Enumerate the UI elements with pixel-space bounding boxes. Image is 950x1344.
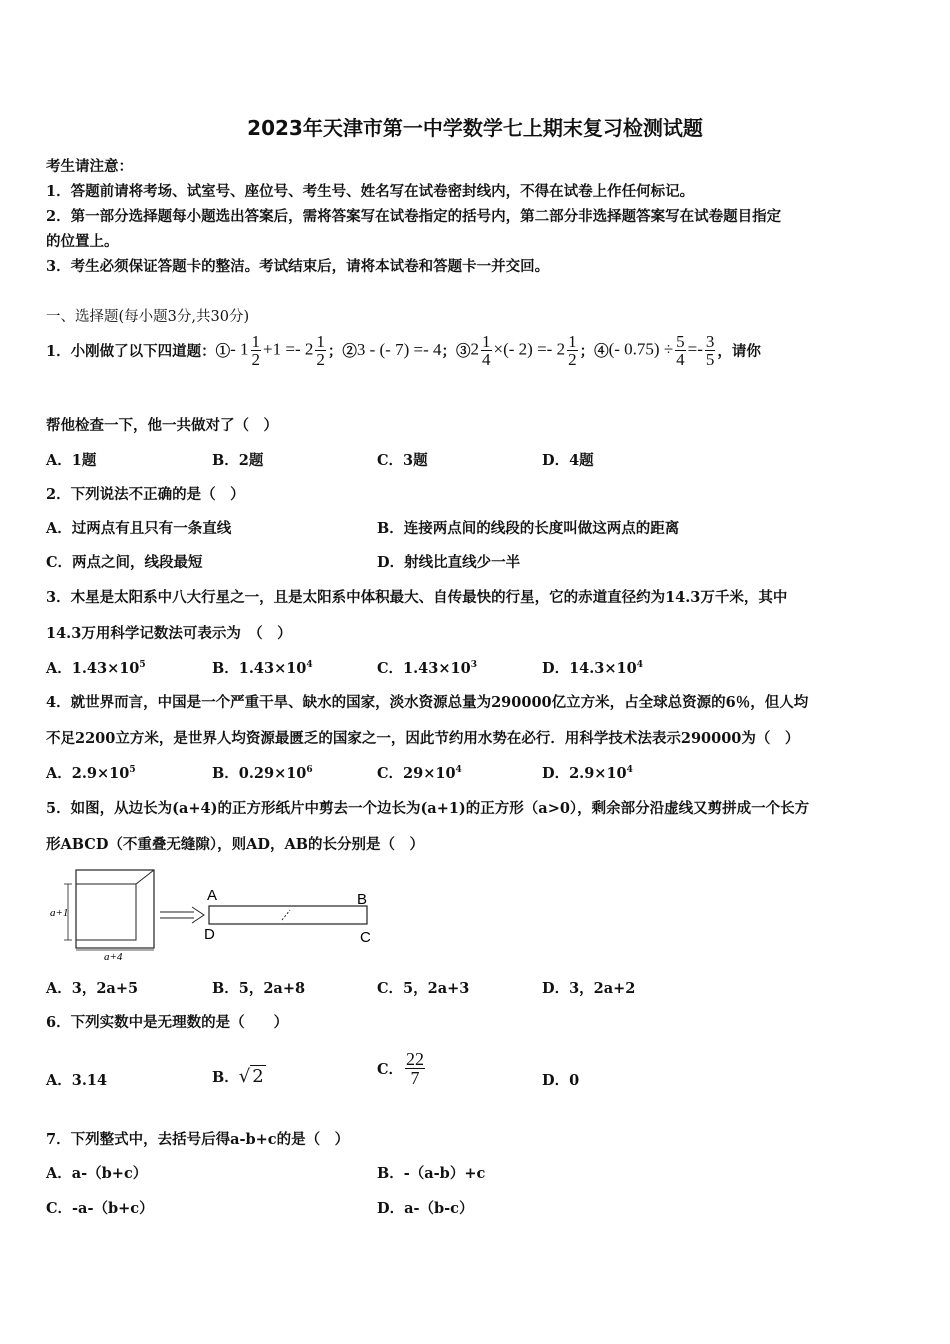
question-1: 1．小刚做了以下四道题：① - 1 $\frac{1}{2}$ +1 =- 2 $\frac{1}{2}$ ；② 3 - (- 7) =- 4 ；③ 2 $\frac{1}{4}$ ×(- 2) =- 2 $\frac{1}{2}$ ；④ (- 0.75) ÷ $\frac{5}{4}$ =- $\frac{3}{5}$ ，请你 [46, 331, 761, 369]
notice-heading: 考生请注意： [46, 158, 133, 175]
q4-line2: 不足2200立方米，是世界人均资源最匮乏的国家之一，因此节约用水势在必行．用科学技术法表示290000为（ ） [46, 730, 800, 747]
q1-suffix: ，请你 [717, 342, 761, 360]
q5-option-b: B．5，2a+8 [212, 980, 306, 997]
question-7: 7．下列整式中，去括号后得a-b+c的是（ ） [46, 1131, 350, 1148]
q1-prefix: 1．小刚做了以下四道题：① [46, 342, 231, 360]
q7-option-a: A．a-（b+c） [46, 1165, 148, 1182]
notice-item: 1．答题前请将考场、试室号、座位号、考生号、姓名写在试卷密封线内，不得在试卷上作任何标记。 [46, 183, 695, 200]
question-3: 3．木星是太阳系中八大行星之一，且是太阳系中体积最大、自传最快的行星，它的赤道直径约为14.3万千米，其中 [46, 589, 788, 606]
q4-option-a: A．$2.9\times 10^5$ [46, 765, 136, 782]
inner-square [76, 884, 136, 940]
section-heading: 一、选择题(每小题3分,共30分) [46, 309, 250, 325]
q7-option-d: D．a-（b-c） [377, 1200, 474, 1217]
q1-line2: 帮他检查一下，他一共做对了（ ） [46, 417, 278, 434]
notice-item: 2．第一部分选择题每小题选出答案后，需将答案写在试卷指定的括号内，第二部分非选择题答案写在试卷题目指定 [46, 208, 782, 225]
q1-option-a: A．1题 [46, 452, 97, 469]
q3-line2: 14.3万用科学记数法可表示为 （ ） [46, 625, 292, 642]
fig-bottom-label: a+4 [104, 951, 123, 962]
q6-option-d: D．0 [542, 1072, 580, 1089]
notice-item: 的位置上。 [46, 233, 119, 250]
q5-option-d: D．3，2a+2 [542, 980, 636, 997]
label-d: D [204, 926, 215, 943]
q5-option-c: C．5，2a+3 [377, 980, 470, 997]
label-c: C [360, 929, 371, 946]
q6-option-b: B．√ 2 [212, 1066, 264, 1087]
q1-option-b: B．2题 [212, 452, 264, 469]
q1-expression-3: 2 $\frac{1}{4}$ ×(- 2) =- 2 $\frac{1}{2}$ [470, 331, 577, 369]
rectangle-abcd [209, 906, 367, 924]
q3-option-d: D．$14.3\times 10^4$ [542, 660, 643, 677]
q6-option-c: C． $\frac{22}{7}$ [377, 1048, 425, 1088]
q7-option-b: B．-（a-b）+c [377, 1165, 486, 1182]
q5-option-a: A．3，2a+5 [46, 980, 139, 997]
q2-option-d: D．射线比直线少一半 [377, 554, 521, 571]
fig-left-label: a+1 [50, 907, 69, 919]
q4-option-d: D．$2.9\times 10^4$ [542, 765, 633, 782]
q1-option-d: D．4题 [542, 452, 594, 469]
q6-option-a: A．3.14 [46, 1072, 108, 1089]
question-5: 5．如图，从边长为(a+4)的正方形纸片中剪去一个边长为(a+1)的正方形（a>0），剩余部分沿虚线又剪拼成一个长方 [46, 800, 810, 817]
q1-expression-1: - 1 $\frac{1}{2}$ +1 =- 2 $\frac{1}{2}$ [230, 331, 325, 369]
q2-option-c: C．两点之间，线段最短 [46, 554, 203, 571]
q2-option-a: A．过两点有且只有一条直线 [46, 520, 232, 537]
q1-expression-4: (- 0.75) ÷ $\frac{5}{4}$ =- $\frac{3}{5}$ [608, 331, 715, 369]
page-title: 2023年天津市第一中学数学七上期末复习检测试题 [247, 116, 703, 140]
q2-option-b: B．连接两点间的线段的长度叫做这两点的距离 [377, 520, 680, 537]
q4-option-b: B．$0.29\times 10^6$ [212, 765, 313, 782]
arrow-icon [192, 907, 204, 923]
q5-figure [46, 862, 386, 962]
q1-option-c: C．3题 [377, 452, 428, 469]
label-a: A [207, 887, 218, 904]
q5-line2: 形ABCD（不重叠无缝隙），则AD，AB的长分别是（ ） [46, 836, 424, 853]
question-4: 4．就世界而言，中国是一个严重干旱、缺水的国家，淡水资源总量为290000亿立方米，占全球总资源的6％，但人均 [46, 694, 809, 711]
q3-option-a: A．$1.43\times 10^5$ [46, 660, 146, 677]
dashed-cut-line [136, 870, 154, 884]
q1-expression-2: 3 - (- 7) =- 4 [356, 340, 442, 359]
question-2: 2．下列说法不正确的是（ ） [46, 486, 245, 503]
q3-option-b: B．$1.43\times 10^4$ [212, 660, 313, 677]
q3-option-c: C．$1.43\times 10^3$ [377, 660, 477, 677]
q7-option-c: C．-a-（b+c） [46, 1200, 154, 1217]
outer-square [76, 870, 154, 948]
label-b: B [357, 891, 368, 908]
notice-item: 3．考生必须保证答题卡的整洁。考试结束后，请将本试卷和答题卡一并交回。 [46, 258, 550, 275]
question-6: 6．下列实数中是无理数的是（ ） [46, 1014, 289, 1031]
q4-option-c: C．$29\times 10^4$ [377, 765, 462, 782]
